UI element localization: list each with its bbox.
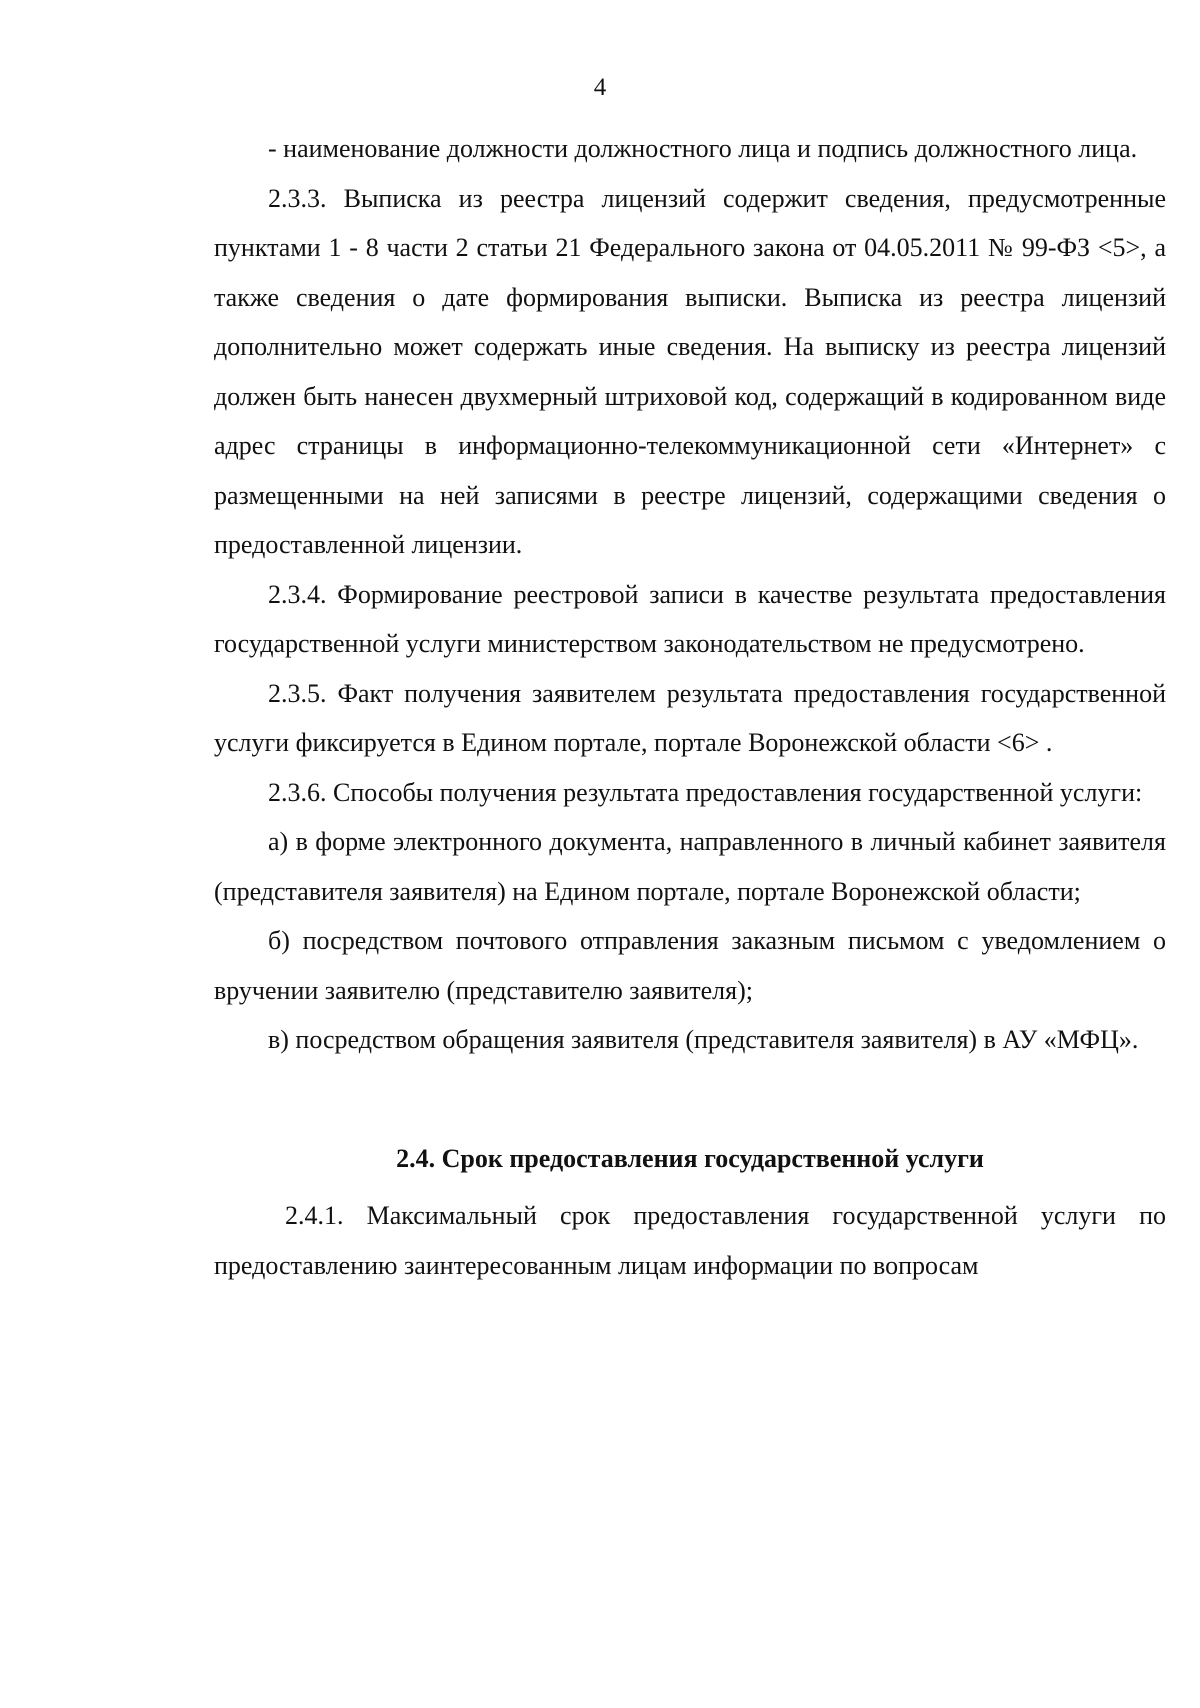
document-body [214, 124, 1166, 1290]
paragraph-2-3-5: 2.3.5. Факт получения заявителем результата предоставления государственной услуги фиксируется в Едином портале, портале Воронежской области <6> . [214, 678, 1166, 757]
paragraph-option-b: б) посредством почтового отправления заказным письмом с уведомлением о вручении заявителю (представителю заявителя); [214, 926, 1166, 1005]
paragraph-2-3-6: 2.3.6. Способы получения результата предоставления государственной услуги: [268, 777, 1143, 807]
page-number: 4 [593, 74, 607, 101]
paragraph-signature-line: - наименование должности должностного лица и подпись должностного лица. [268, 134, 1138, 163]
paragraph-2-4-1: 2.4.1. Максимальный срок предоставления государственной услуги по предоставлению заинтересованным лицам информации по вопросам [214, 1201, 1166, 1280]
paragraph-option-a: а) в форме электронного документа, направленного в личный кабинет заявителя (представителя заявителя) на Едином портале, портале Воронежской области; [214, 827, 1166, 906]
paragraph-2-3-4: 2.3.4. Формирование реестровой записи в качестве результата предоставления государственной услуги министерством законодательством не предусмотрено. [214, 579, 1166, 658]
paragraph-option-v: в) посредством обращения заявителя (представителя заявителя) в АУ «МФЦ». [268, 1025, 1139, 1054]
section-heading: 2.4. Срок предоставления государственной услуги [396, 1143, 984, 1173]
paragraph-2-3-3: 2.3.3. Выписка из реестра лицензий содержит сведения, предусмотренные пунктами 1 - 8 части 2 статьи 21 Федерального закона от 04.05.2011 № 99-ФЗ <5>, а также сведения о дате формирования выписки. Выписка из реестра лицензий дополнительно может содержать иные сведения. На выписку из реестра лицензий должен быть нанесен двухмерный штриховой код, содержащий в кодированном виде адрес страницы в информационно-телекоммуникационной сети «Интернет» с размещенными на ней записями в реестре лицензий, содержащими сведения о предоставленной лицензии. [214, 183, 1166, 559]
